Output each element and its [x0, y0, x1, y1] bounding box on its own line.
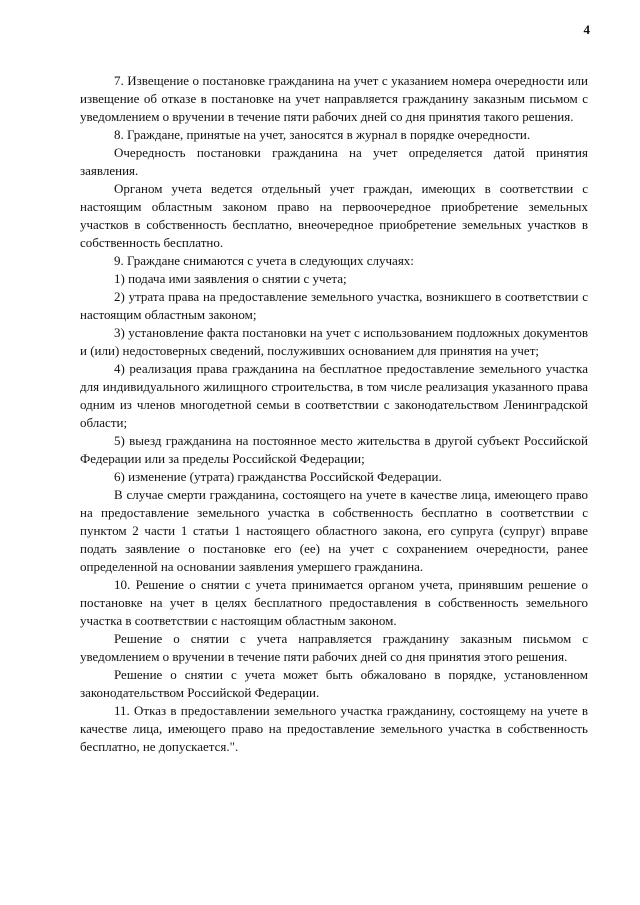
paragraph-separate-record: Органом учета ведется отдельный учет граждан, имеющих в соответствии с настоящим областным законом право на первоочередное приобретение земельных участков в собственность бесплатно, внеочередное приобретение земельных участков в собственность бесплатно.: [80, 181, 588, 250]
paragraph-9: 9. Граждане снимаются с учета в следующих случаях:: [114, 253, 414, 268]
paragraph-appeal: Решение о снятии с учета может быть обжаловано в порядке, установленном законодательством Российской Федерации.: [80, 667, 588, 700]
paragraph-death-case: В случае смерти гражданина, состоящего на учете в качестве лица, имеющего право на предоставление земельного участка в собственность бесплатно в соответствии с пунктом 2 части 1 статьи 1 настоящего областного закона, его супруга (супруг) вправе подать заявление о постановке его (ее) на учет с сохранением очередности, ранее определенной на основании заявления умершего гражданина.: [80, 487, 588, 574]
paragraph-11: 11. Отказ в предоставлении земельного участка гражданину, состоящему на учете в качестве лица, имеющего право на предоставление земельного участка в собственность бесплатно, не допускается.".: [80, 703, 588, 754]
list-item-3: 3) установление факта постановки на учет с использованием подложных документов и (или) недостоверных сведений, послуживших основанием для принятия на учет;: [80, 325, 588, 358]
list-item-2: 2) утрата права на предоставление земельного участка, возникшего в соответствии с настоящим областным законом;: [80, 289, 588, 322]
paragraph-10: 10. Решение о снятии с учета принимается органом учета, принявшим решение о постановке на учет в целях бесплатного предоставления в собственность земельного участка в соответствии с настоящим областным законом.: [80, 577, 588, 628]
list-item-4: 4) реализация права гражданина на бесплатное предоставление земельного участка для индивидуального жилищного строительства, в том числе реализация указанного права одним из членов многодетной семьи в соответствии с законодательством Ленинградской области;: [80, 361, 588, 430]
paragraph-removal-notice: Решение о снятии с учета направляется гражданину заказным письмом с уведомлением о вручении в течение пяти рабочих дней со дня принятия этого решения.: [80, 631, 588, 664]
paragraph-7: 7. Извещение о постановке гражданина на учет с указанием номера очередности или извещение об отказе в постановке на учет направляется гражданину заказным письмом с уведомлением о вручении в течение пяти рабочих дней со дня принятия такого решения.: [80, 73, 588, 124]
list-item-5: 5) выезд гражданина на постоянное место жительства в другой субъект Российской Федерации или за пределы Российской Федерации;: [80, 433, 588, 466]
paragraph-8: 8. Граждане, принятые на учет, заносятся в журнал в порядке очередности.: [114, 127, 531, 142]
page-number: 4: [583, 22, 590, 37]
paragraph-queue-order: Очередность постановки гражданина на учет определяется датой принятия заявления.: [80, 145, 588, 178]
document-body: [80, 72, 588, 756]
list-item-6: 6) изменение (утрата) гражданства Российской Федерации.: [114, 469, 442, 484]
list-item-1: 1) подача ими заявления о снятии с учета;: [114, 271, 347, 286]
